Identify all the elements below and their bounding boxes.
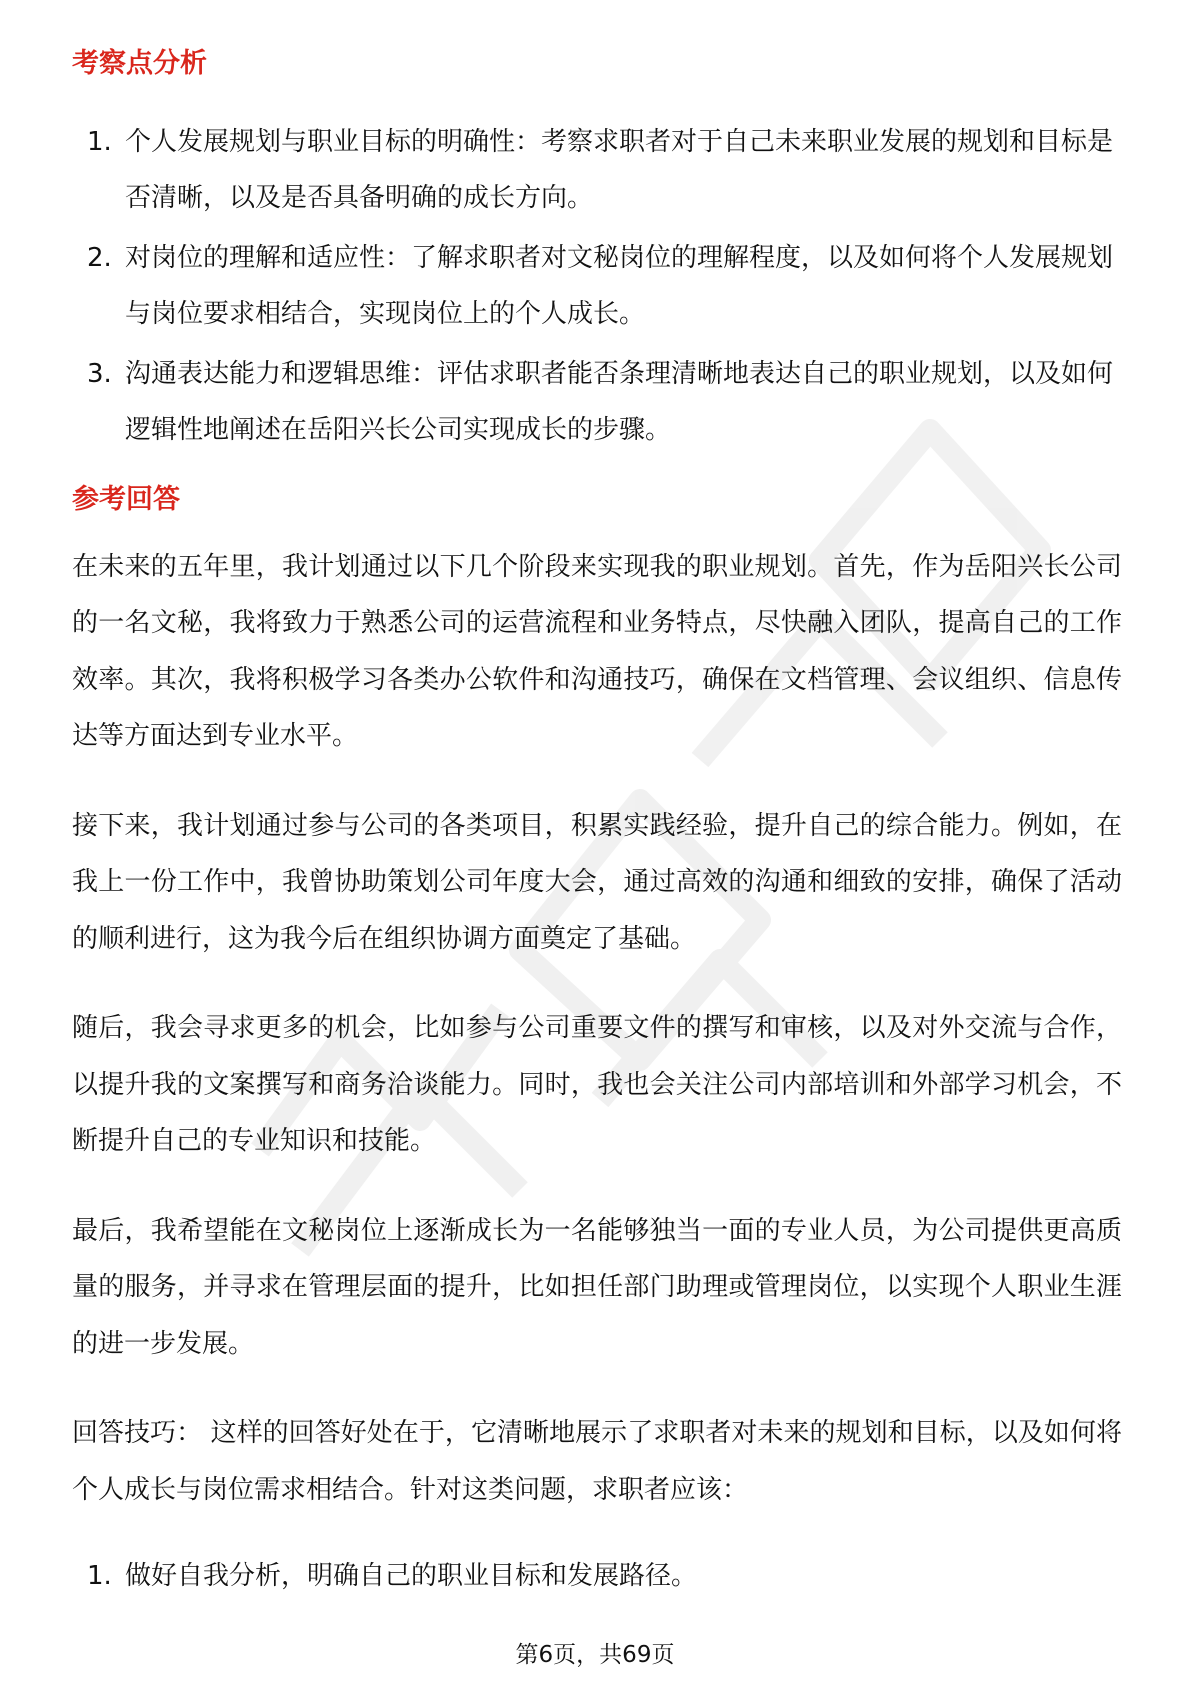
- answer-paragraph: 随后，我会寻求更多的机会，比如参与公司重要文件的撰写和审核，以及对外交流与合作，以提升我的文案撰写和商务洽谈能力。同时，我也会关注公司内部培训和外部学习机会，不断提升自己的专业知识和技能。: [72, 1013, 1122, 1157]
- answer-paragraph: 接下来，我计划通过参与公司的各类项目，积累实践经验，提升自己的综合能力。例如，在我上一份工作中，我曾协助策划公司年度大会，通过高效的沟通和细致的安排，确保了活动的顺利进行，这为我今后在组织协调方面奠定了基础。: [72, 810, 1122, 954]
- answer-paragraph: 最后，我希望能在文秘岗位上逐渐成长为一名能够独当一面的专业人员，为公司提供更高质量的服务，并寻求在管理层面的提升，比如担任部门助理或管理岗位，以实现个人职业生涯的进一步发展。: [72, 1215, 1122, 1359]
- list-number: 1.: [87, 127, 112, 158]
- list-number: 2.: [87, 243, 112, 274]
- list-item-text: 做好自我分析，明确自己的职业目标和发展路径。: [125, 1561, 698, 1592]
- list-number: 1.: [87, 1561, 112, 1592]
- list-number: 3.: [87, 359, 112, 390]
- answer-tips-paragraph: 回答技巧： 这样的回答好处在于，它清晰地展示了求职者对未来的规划和目标，以及如何将个人成长与岗位需求相结合。针对这类问题，求职者应该：: [72, 1418, 1122, 1505]
- answer-paragraph: 在未来的五年里，我计划通过以下几个阶段来实现我的职业规划。首先，作为岳阳兴长公司的一名文秘，我将致力于熟悉公司的运营流程和业务特点，尽快融入团队，提高自己的工作效率。其次，我将积极学习各类办公软件和沟通技巧，确保在文档管理、会议组织、信息传达等方面达到专业水平。: [72, 551, 1122, 752]
- document-content: [72, 48, 1122, 1604]
- list-item: [72, 1548, 1122, 1604]
- tips-list: [72, 1548, 1122, 1604]
- section-title-reference-answer: 参考回答: [72, 484, 180, 516]
- list-item-text: 个人发展规划与职业目标的明确性：考察求职者对于自己未来职业发展的规划和目标是否清晰，以及是否具备明确的成长方向。: [125, 127, 1114, 214]
- page-number: 第6页，共69页: [515, 1642, 675, 1668]
- list-item-text: 对岗位的理解和适应性：了解求职者对文秘岗位的理解程度，以及如何将个人发展规划与岗位要求相结合，实现岗位上的个人成长。: [125, 243, 1114, 330]
- list-item: [72, 346, 1122, 458]
- analysis-list: [72, 114, 1122, 458]
- list-item-text: 沟通表达能力和逻辑思维：评估求职者能否条理清晰地表达自己的职业规划，以及如何逻辑性地阐述在岳阳兴长公司实现成长的步骤。: [125, 359, 1114, 446]
- list-item: [72, 114, 1122, 226]
- list-item: [72, 230, 1122, 342]
- section-title-analysis: 考察点分析: [72, 48, 207, 79]
